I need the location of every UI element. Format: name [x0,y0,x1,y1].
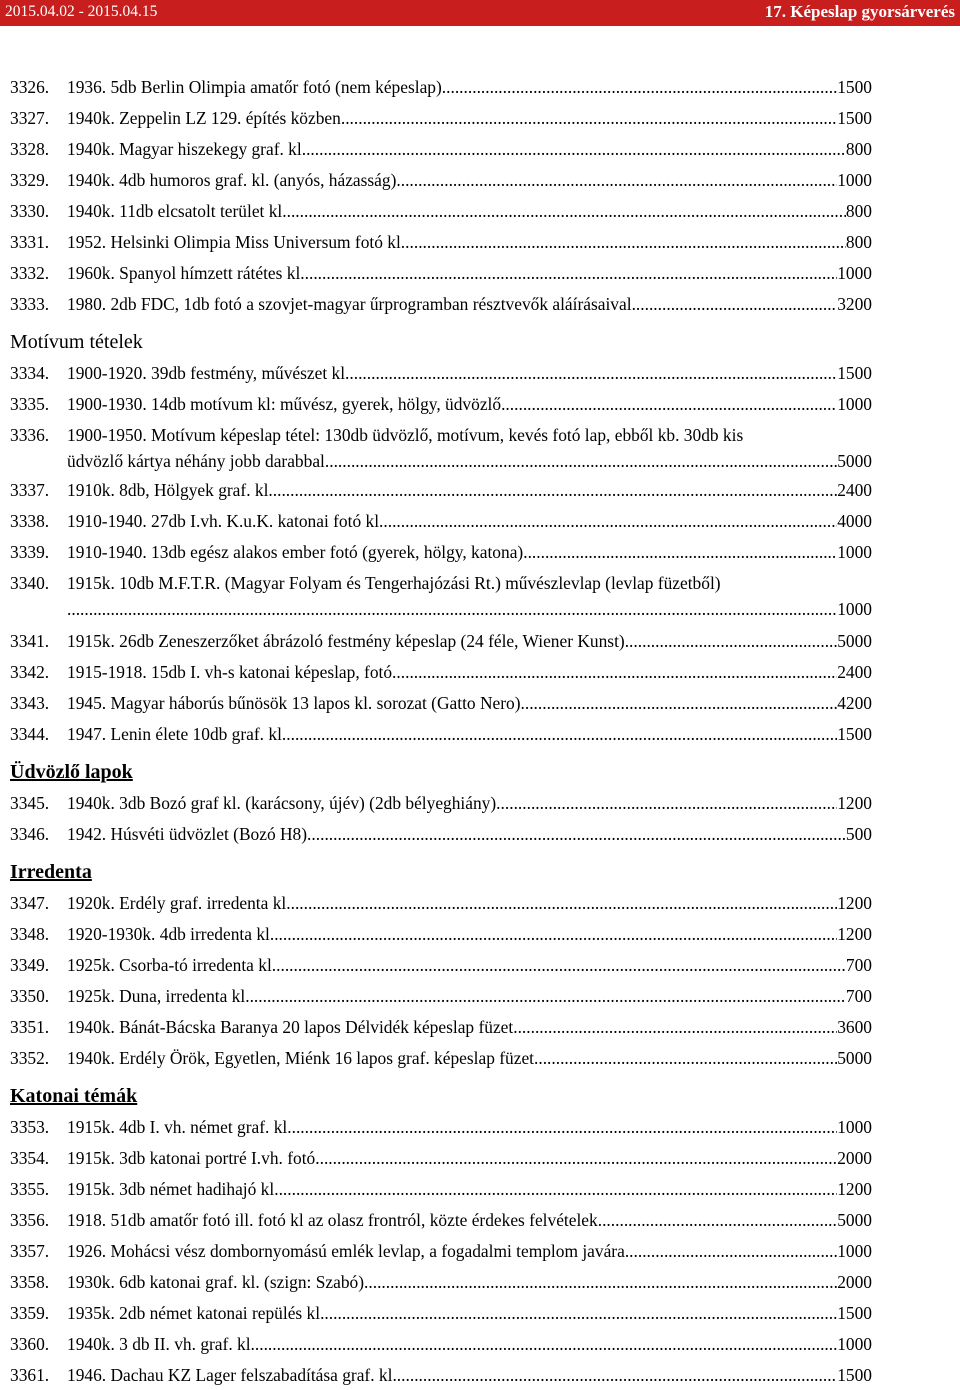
lot-description: 1940k. Erdély Örök, Egyetlen, Miénk 16 lapos graf. képeslap füzet [67,1048,534,1068]
lot-number: 3361. [10,1365,50,1385]
lot-number: 3326. [10,77,50,97]
lot-number: 3327. [10,108,50,128]
lot-description: 1900-1920. 39db festmény, művészet kl. [67,363,350,383]
lot-price: 1200 [837,1179,872,1199]
lot-entry [10,724,872,744]
lot-entry [10,201,872,221]
lot-number: 3349. [10,955,50,975]
section-heading: Irredenta [10,861,92,883]
lot-description: 1925k. Duna, irredenta kl. [67,986,250,1006]
lot-number: 3330. [10,201,50,221]
leader-dots [598,1210,837,1230]
lot-price: 4200 [837,693,872,713]
date-range: 2015.04.02 - 2015.04.15 [5,3,158,20]
lot-price: 800 [845,232,872,252]
lot-entry [10,170,872,190]
lot-number: 3339. [10,542,50,562]
leader-dots [501,394,837,414]
lot-price: 3200 [837,294,872,314]
lot-price: 800 [845,201,872,221]
leader-dots [274,924,837,944]
lot-description: 1920-1930k. 4db irredenta kl. [67,924,275,944]
lot-number: 3353. [10,1117,50,1137]
lot-entry [10,693,872,713]
lot-number: 3356. [10,1210,50,1230]
lot-description: 1920k. Erdély graf. irredenta kl. [67,893,291,913]
lot-description-continued: üdvözlő kártya néhány jobb darabbal [67,451,325,471]
lot-entry [10,631,872,651]
leader-dots [325,451,837,471]
lot-number: 3347. [10,893,50,913]
lot-description: 1940k. 4db humoros graf. kl. (anyós, házasság) [67,170,397,190]
lot-price: 1500 [837,724,872,744]
lot-price: 2400 [837,662,872,682]
lot-price: 1500 [837,1303,872,1323]
leader-dots [306,139,846,159]
leader-dots [383,511,837,531]
lot-number: 3338. [10,511,50,531]
leader-dots [396,170,837,190]
lot-entry [10,1117,872,1137]
lot-number: 3331. [10,232,50,252]
leader-dots [496,793,837,813]
lot-description: 1940k. 3 db II. vh. graf. kl. [67,1334,255,1354]
leader-dots [67,599,837,619]
lot-description: 1900-1930. 14db motívum kl: művész, gyerek, hölgy, üdvözlő [67,394,502,414]
lot-number: 3341. [10,631,50,651]
lot-number: 3358. [10,1272,50,1292]
header-title: 17. Képeslap gyorsárverés [764,2,955,21]
leader-dots [276,955,846,975]
lot-number: 3342. [10,662,50,682]
lot-entry [10,955,872,975]
lot-entry [10,1334,872,1354]
lot-entry [10,662,872,682]
lot-number: 3343. [10,693,50,713]
section-heading: Katonai témák [10,1085,138,1107]
leader-dots [349,363,837,383]
lot-number: 3340. [10,573,50,593]
leader-dots [523,542,837,562]
lot-price: 1000 [837,542,872,562]
lot-description: 1926. Mohácsi vész dombornyomású emlék levlap, a fogadalmi templom javára [67,1241,625,1261]
lot-number: 3357. [10,1241,50,1261]
lot-price: 1000 [837,1334,872,1354]
lot-entry [10,1272,872,1292]
lot-entry [10,139,872,159]
leader-dots [341,108,837,128]
lot-price: 1200 [837,924,872,944]
lot-description: 1936. 5db Berlin Olimpia amatőr fotó (nem képeslap) [67,77,442,97]
lot-description: 1940k. Zeppelin LZ 129. építés közben [67,108,341,128]
lot-price: 5000 [837,1048,872,1068]
leader-dots [292,1117,838,1137]
lot-description: 1915k. 10db M.F.T.R. (Magyar Folyam és Tengerhajózási Rt.) művészlevlap (levlap füzetből) [67,573,721,593]
lot-entry [10,294,872,314]
lot-price: 1000 [837,170,872,190]
lot-price: 1500 [837,1365,872,1385]
lot-entry [10,1148,872,1168]
lot-number: 3329. [10,170,50,190]
lot-entry [10,232,872,252]
lot-entry [10,1179,872,1199]
leader-dots [250,986,846,1006]
lot-entry [10,793,872,813]
lot-entry [10,1017,872,1037]
leader-dots [392,662,837,682]
leader-dots [625,1241,837,1261]
lot-price: 2000 [837,1148,872,1168]
lot-price: 800 [845,139,872,159]
lot-entry [10,108,872,128]
lot-description: 1946. Dachau KZ Lager felszabadítása graf. kl. [67,1365,397,1385]
lot-description: 1915k. 3db német hadihajó kl. [67,1179,279,1199]
section-heading: Motívum tételek [10,331,143,353]
lot-price: 4000 [837,511,872,531]
lot-price: 1500 [837,363,872,383]
lot-number: 3328. [10,139,50,159]
lot-number: 3355. [10,1179,50,1199]
lot-description: 1940k. Bánát-Bácska Baranya 20 lapos Délvidék képeslap füzet [67,1017,514,1037]
lot-number: 3359. [10,1303,50,1323]
lot-number: 3348. [10,924,50,944]
section-heading: Üdvözlő lapok [10,761,133,783]
lot-number: 3335. [10,394,50,414]
leader-dots [324,1303,837,1323]
lot-price: 1200 [837,893,872,913]
leader-dots [287,201,846,221]
lot-description: 1940k. 3db Bozó graf kl. (karácsony, újév) (2db bélyeghiány) [67,793,497,813]
lot-entry [10,1365,872,1385]
leader-dots [279,1179,838,1199]
lot-price: 1500 [837,77,872,97]
lot-price: 5000 [837,631,872,651]
lot-description: 1945. Magyar háborús bűnösök 13 lapos kl. sorozat (Gatto Nero) [67,693,521,713]
leader-dots [625,631,838,651]
lot-number: 3350. [10,986,50,1006]
lot-description: 1900-1950. Motívum képeslap tétel: 130db üdvözlő, motívum, kevés fotó lap, ebből kb. 30db kis [67,425,744,445]
lot-entry [10,1241,872,1261]
lot-description: 1930k. 6db katonai graf. kl. (szign: Szabó) [67,1272,365,1292]
lot-number: 3351. [10,1017,50,1037]
lot-entry [10,924,872,944]
leader-dots [405,232,846,252]
lot-price: 5000 [837,1210,872,1230]
lot-entry [10,425,872,473]
lot-price: 2400 [837,480,872,500]
lot-entry [10,77,872,97]
leader-dots [291,893,838,913]
lot-entry [10,1210,872,1230]
lot-number: 3354. [10,1148,50,1168]
lot-price: 3600 [837,1017,872,1037]
lot-description: 1935k. 2db német katonai repülés kl. [67,1303,325,1323]
lot-description: 1980. 2db FDC, 1db fotó a szovjet-magyar űrprogramban résztvevők aláírásaival [67,294,632,314]
leader-dots [632,294,838,314]
lot-number: 3352. [10,1048,50,1068]
lot-description: 1910-1940. 27db I.vh. K.u.K. katonai fotó kl. [67,511,384,531]
lot-description: 1915k. 26db Zeneszerzőket ábrázoló festmény képeslap (24 féle, Wiener Kunst) [67,631,625,651]
lot-price: 1500 [837,108,872,128]
lot-description: 1940k. 11db elcsatolt terület kl. [67,201,287,221]
lot-description: 1952. Helsinki Olimpia Miss Universum fotó kl. [67,232,406,252]
lot-price: 1000 [837,263,872,283]
leader-dots [273,480,837,500]
lot-description: 1915k. 3db katonai portré I.vh. fotó [67,1148,316,1168]
leader-dots [397,1365,837,1385]
lot-number: 3333. [10,294,50,314]
leader-dots [255,1334,837,1354]
lot-description: 1942. Húsvéti üdvözlet (Bozó H8) [67,824,308,844]
lot-price: 1000 [837,394,872,414]
lot-description: 1918. 51db amatőr fotó ill. fotó kl az olasz frontról, közte érdekes felvételek [67,1210,598,1230]
leader-dots [513,1017,837,1037]
leader-dots [364,1272,837,1292]
lot-entry [10,986,872,1006]
lot-number: 3336. [10,425,50,445]
lot-entry [10,394,872,414]
lot-price: 2000 [837,1272,872,1292]
lot-number: 3344. [10,724,50,744]
lot-entry [10,263,872,283]
leader-dots [521,693,838,713]
lot-entry [10,893,872,913]
lot-entry [10,511,872,531]
leader-dots [305,263,838,283]
page-header [0,0,960,26]
leader-dots [315,1148,837,1168]
lot-price: 5000 [837,451,872,471]
lot-entry [10,573,872,621]
lot-number: 3337. [10,480,50,500]
leader-dots [286,724,837,744]
lot-entry [10,480,872,500]
leader-dots [307,824,846,844]
lot-description: 1940k. Magyar hiszekegy graf. kl. [67,139,307,159]
lot-price: 700 [845,986,872,1006]
lot-entry [10,1303,872,1323]
lot-number: 3332. [10,263,50,283]
lot-description: 1960k. Spanyol hímzett rátétes kl. [67,263,305,283]
lot-description: 1915k. 4db I. vh. német graf. kl. [67,1117,292,1137]
lot-price: 1000 [837,599,872,619]
lot-price: 1000 [837,1241,872,1261]
lot-price: 500 [845,824,872,844]
leader-dots [442,77,837,97]
lot-entry [10,542,872,562]
lot-price: 1000 [837,1117,872,1137]
lot-description: 1910-1940. 13db egész alakos ember fotó (gyerek, hölgy, katona) [67,542,524,562]
lot-number: 3334. [10,363,50,383]
lot-description: 1947. Lenin élete 10db graf. kl. [67,724,287,744]
leader-dots [534,1048,837,1068]
lot-description: 1915-1918. 15db I. vh-s katonai képeslap, fotó [67,662,393,682]
lot-entry [10,1048,872,1068]
lot-price: 700 [845,955,872,975]
lot-description: 1925k. Csorba-tó irredenta kl. [67,955,277,975]
lot-number: 3346. [10,824,50,844]
lot-entry [10,363,872,383]
lot-number: 3345. [10,793,50,813]
lot-entry [10,824,872,844]
lot-price: 1200 [837,793,872,813]
lot-number: 3360. [10,1334,50,1354]
lot-description: 1910k. 8db, Hölgyek graf. kl. [67,480,273,500]
